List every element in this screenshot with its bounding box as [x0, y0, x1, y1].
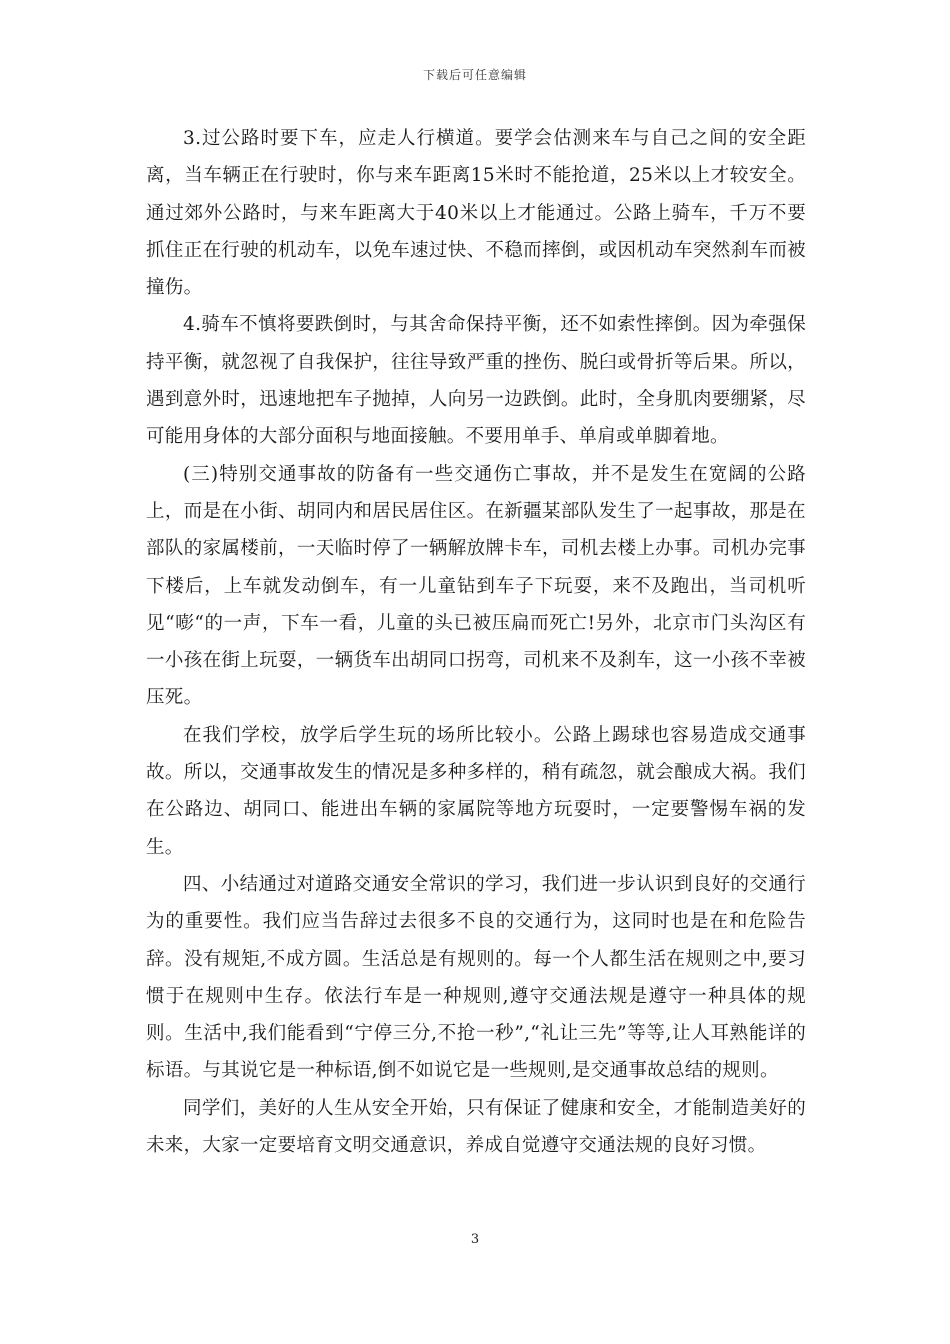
paragraph-special-accidents: (三)特别交通事故的防备有一些交通伤亡事故，并不是发生在宽阔的公路上，而是在小街、胡同内和居民居住区。在新疆某部队发生了一起事故，那是在部队的家属楼前，一天临时停了一辆解放牌卡车，司机去楼上办事。司机办完事下楼后，上车就发动倒车，有一儿童钻到车子下玩耍，来不及跑出，当司机听见“嘭“的一声，下车一看，儿童的头已被压扁而死亡!另外，北京市门头沟区有一小孩在街上玩耍，一辆货车出胡同口拐弯，司机来不及刹车，这一小孩不幸被压死。 — [146, 463, 806, 709]
page-header: 下载后可任意编辑 — [422, 68, 527, 82]
paragraph-falling-bike: 4.骑车不慎将要跌倒时，与其舍命保持平衡，还不如索性摔倒。因为牵强保持平衡，就忽视了自我保护，往往导致严重的挫伤、脱臼或骨折等后果。所以，遇到意外时，迅速地把车子抛掉，人向另一边跌倒。此时，全身肌肉要绷紧，尽可能用身体的大部分面积与地面接触。不要用单手、单肩或单脚着地。 — [146, 314, 806, 448]
page-number: 3 — [470, 1232, 480, 1247]
paragraph-summary: 四、小结通过对道路交通安全常识的学习，我们进一步认识到良好的交通行为的重要性。我们应当告辞过去很多不良的交通行为，这同时也是在和危险告辞。没有规矩,不成方圆。生活总是有规则的。每一个人都生活在规则之中,要习惯于在规则中生存。依法行车是一种规则,遵守交通法规是遵守一种具体的规则。生活中,我们能看到“宁停三分,不抢一秒”,“礼让三先”等等,让人耳熟能详的标语。与其说它是一种标语,倒不如说它是一些规则,是交通事故总结的规则。 — [146, 873, 806, 1082]
paragraph-our-school: 在我们学校，放学后学生玩的场所比较小。公路上踢球也容易造成交通事故。所以，交通事故发生的情况是多种多样的，稍有疏忽，就会酿成大祸。我们在公路边、胡同口、能进出车辆的家属院等地方玩耍时，一定要警惕车祸的发生。 — [146, 724, 806, 858]
paragraph-crossing-road: 3.过公路时要下车，应走人行横道。要学会估测来车与自己之间的安全距离，当车辆正在行驶时，你与来车距离15米时不能抢道，25米以上才较安全。通过郊外公路时，与来车距离大于40米以上才能通过。公路上骑车，千万不要抓住正在行驶的机动车，以免车速过快、不稳而摔倒，或因机动车突然刹车而被撞伤。 — [146, 128, 806, 299]
document-body — [146, 120, 806, 1164]
paragraph-closing: 同学们，美好的人生从安全开始，只有保证了健康和安全，才能制造美好的未来，大家一定要培育文明交通意识，养成自觉遵守交通法规的良好习惯。 — [146, 1097, 806, 1157]
